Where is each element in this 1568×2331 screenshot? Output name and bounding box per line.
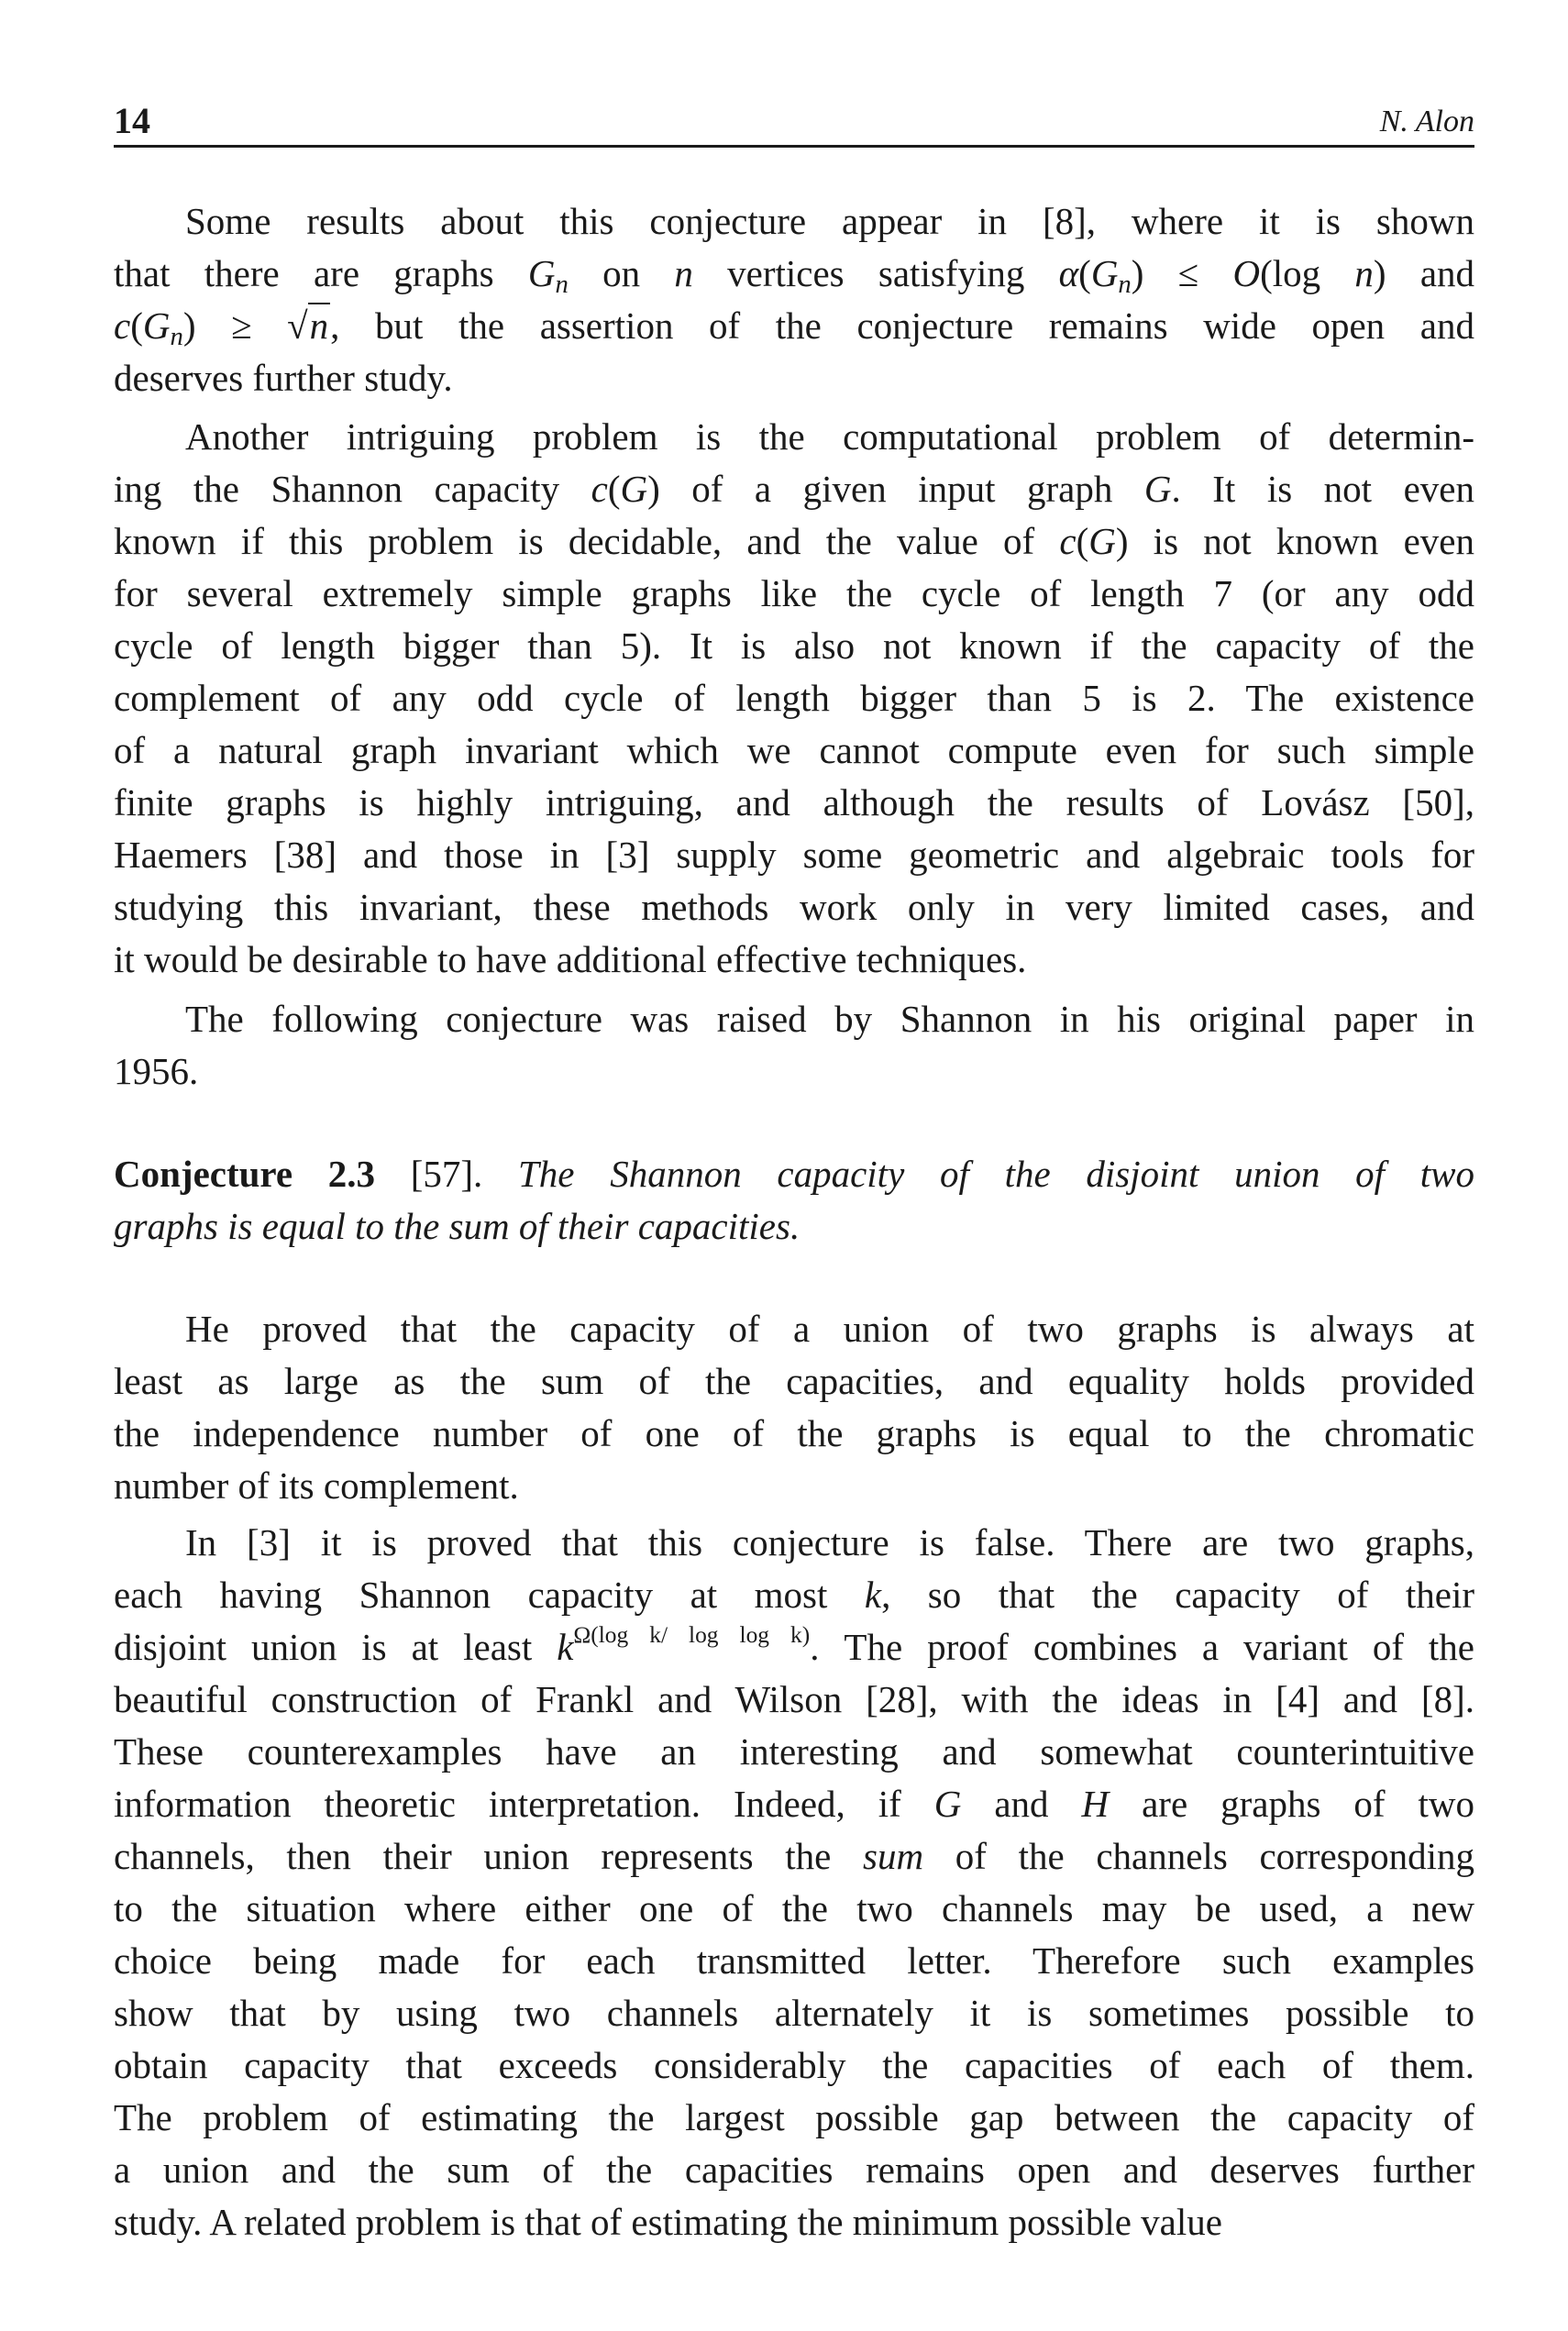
paragraph — [114, 411, 1474, 986]
text: disjoint union is at least — [114, 1626, 558, 1668]
text: ) ≤ — [1131, 252, 1233, 294]
text: ( — [1078, 252, 1091, 294]
text: of the channels corresponding — [923, 1835, 1474, 1877]
paragraph — [114, 1517, 1474, 2248]
text: channels, then their union represents the — [114, 1835, 864, 1877]
conjecture-label: Conjecture 2.3 — [114, 1153, 376, 1195]
math-italic: c — [1059, 520, 1077, 562]
text-line — [114, 1517, 1474, 1569]
text-line — [114, 248, 1474, 300]
text: known if this problem is decidable, and the value of — [114, 520, 1060, 562]
page-number: 14 — [114, 100, 150, 141]
text: ) and — [1373, 252, 1475, 294]
text-line — [114, 1987, 1474, 2039]
text: obtain capacity that exceeds considerably the capacities of each of them. — [114, 2044, 1474, 2086]
text-line — [114, 2196, 1474, 2248]
math-italic: k — [557, 1626, 574, 1668]
text: . The proof combines a variant of the — [810, 1626, 1474, 1668]
text: cycle of length bigger than 5). It is also not known if the capacity of the — [114, 624, 1474, 667]
math-italic: c — [114, 304, 131, 347]
page-header — [114, 99, 1474, 147]
text-line — [114, 993, 1474, 1045]
text-line — [114, 724, 1474, 777]
paragraph — [114, 1303, 1474, 1512]
text: [57]. — [375, 1153, 518, 1195]
text: He proved that the capacity of a union of two graphs is always at — [185, 1308, 1474, 1350]
text-line — [114, 352, 1474, 404]
math-italic: G — [1088, 520, 1116, 562]
text: vertices satisfying — [692, 252, 1059, 294]
math-italic: sum — [863, 1835, 924, 1877]
text-line — [114, 2144, 1474, 2196]
subscript: n — [1118, 270, 1132, 300]
text-line — [114, 515, 1474, 568]
math-italic: c — [591, 468, 608, 510]
math-italic: G — [1090, 252, 1119, 294]
text: 1956. — [114, 1050, 199, 1092]
math-italic: G — [142, 304, 171, 347]
text: information theoretic interpretation. Indeed, if — [114, 1783, 934, 1825]
math-italic: G — [933, 1783, 962, 1825]
text: that there are graphs — [114, 252, 528, 294]
text: least as large as the sum of the capacities, and equality holds provided — [114, 1360, 1474, 1402]
text: In [3] it is proved that this conjecture is false. There are two graphs, — [185, 1521, 1474, 1563]
text-line — [114, 195, 1474, 248]
text: study. A related problem is that of estimating the minimum possible value — [114, 2201, 1222, 2243]
text: beautiful construction of Frankl and Wilson [28], with the ideas in [4] and [8]. — [114, 1678, 1474, 1720]
text: for several extremely simple graphs like the cycle of length 7 (or any odd — [114, 572, 1474, 614]
text: These counterexamples have an interesting and somewhat counterintuitive — [114, 1730, 1474, 1773]
text: Another intriguing problem is the computational problem of determin- — [185, 415, 1474, 458]
text-line — [114, 1460, 1474, 1512]
text: ( — [130, 304, 143, 347]
text-line — [114, 620, 1474, 672]
sqrt-radicand: n — [309, 304, 329, 347]
math-italic: k — [864, 1574, 882, 1616]
text-line — [114, 1935, 1474, 1987]
text-line — [114, 777, 1474, 829]
text: number of its complement. — [114, 1464, 519, 1507]
text-line — [114, 2039, 1474, 2092]
subscript: n — [555, 270, 569, 300]
text-line — [114, 934, 1474, 986]
math-italic: n — [1354, 252, 1374, 294]
text: are graphs of two — [1109, 1783, 1475, 1825]
text-line — [114, 1674, 1474, 1726]
text: ing the Shannon capacity — [114, 468, 591, 510]
text-line — [114, 1355, 1474, 1408]
text: , but the assertion of the conjecture remains wide open and — [330, 304, 1474, 347]
conjecture-statement — [114, 1148, 1474, 1253]
text-line — [114, 1045, 1474, 1098]
math-italic: G — [620, 468, 648, 510]
text-line — [114, 672, 1474, 724]
text-line — [114, 1883, 1474, 1935]
math-italic: G — [1143, 468, 1172, 510]
text-line — [114, 411, 1474, 463]
text-line — [114, 568, 1474, 620]
text: each having Shannon capacity at most — [114, 1574, 865, 1616]
text-line — [114, 1726, 1474, 1778]
text: the independence number of one of the graphs is equal to the chromatic — [114, 1412, 1474, 1454]
text: on — [568, 252, 675, 294]
text-line — [114, 463, 1474, 515]
text: deserves further study. — [114, 357, 453, 399]
text: ) ≥ √ — [182, 304, 308, 347]
subscript: n — [170, 322, 183, 352]
text-line — [114, 881, 1474, 934]
text-line — [114, 1778, 1474, 1830]
text-line — [114, 1830, 1474, 1883]
text-line — [114, 1148, 1474, 1200]
math-italic: The Shannon capacity of the disjoint union of two — [518, 1153, 1474, 1195]
math-italic: O — [1232, 252, 1261, 294]
text: to the situation where either one of the two channels may be used, a new — [114, 1887, 1474, 1929]
text: The following conjecture was raised by Shannon in his original paper in — [185, 998, 1474, 1040]
math-italic: α — [1058, 252, 1079, 294]
paragraph — [114, 195, 1474, 404]
text-line — [114, 2092, 1474, 2144]
text: Haemers [38] and those in [3] supply some geometric and algebraic tools for — [114, 834, 1474, 876]
running-head: N. Alon — [1379, 105, 1474, 138]
text: studying this invariant, these methods work only in very limited cases, and — [114, 886, 1474, 928]
text: of a natural graph invariant which we cannot compute even for such simple — [114, 729, 1474, 771]
text: (log — [1260, 252, 1355, 294]
text-line — [114, 829, 1474, 881]
text: ( — [1076, 520, 1089, 562]
math-italic: G — [527, 252, 556, 294]
text: The problem of estimating the largest possible gap between the capacity of — [114, 2096, 1474, 2138]
math-italic: graphs is equal to the sum of their capacities. — [114, 1205, 801, 1247]
text-line — [114, 1408, 1474, 1460]
text-line — [114, 1303, 1474, 1355]
text-line — [114, 1569, 1474, 1621]
text: show that by using two channels alternately it is sometimes possible to — [114, 1992, 1474, 2034]
text: it would be desirable to have additional effective techniques. — [114, 938, 1027, 980]
superscript: Ω(log k/ log log k) — [573, 1621, 811, 1648]
text-line — [114, 1200, 1474, 1253]
text: , so that the capacity of their — [881, 1574, 1474, 1616]
text: a union and the sum of the capacities remains open and deserves further — [114, 2149, 1474, 2191]
paragraph — [114, 993, 1474, 1098]
text-line — [114, 300, 1474, 352]
text-line — [114, 1621, 1474, 1674]
text: complement of any odd cycle of length bigger than 5 is 2. The existence — [114, 677, 1474, 719]
text: Some results about this conjecture appear in [8], where it is shown — [185, 200, 1474, 242]
math-italic: n — [674, 252, 693, 294]
header-rule — [114, 145, 1474, 148]
text: . It is not even — [1171, 468, 1474, 510]
text: choice being made for each transmitted letter. Therefore such examples — [114, 1939, 1474, 1982]
text: finite graphs is highly intriguing, and although the results of Lovász [50], — [114, 781, 1474, 823]
page-body — [114, 195, 1474, 2248]
text: ) of a given input graph — [647, 468, 1144, 510]
text: ( — [607, 468, 621, 510]
text: ) is not known even — [1115, 520, 1474, 562]
text: and — [961, 1783, 1082, 1825]
math-italic: H — [1081, 1783, 1110, 1825]
